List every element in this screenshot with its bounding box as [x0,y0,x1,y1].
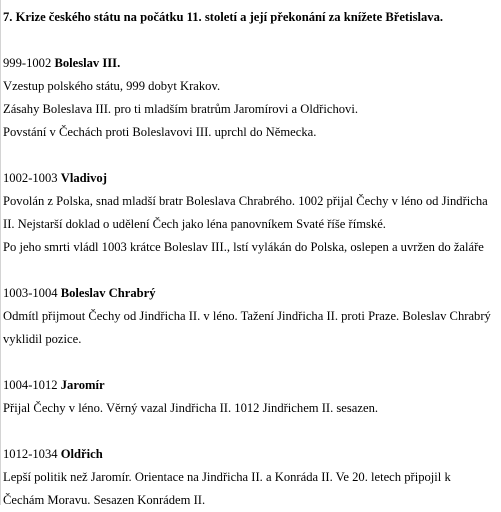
section-years: 999-1002 [3,56,52,70]
text-line: Povolán z Polska, snad mladší bratr Boleslava Chrabrého. 1002 přijal Čechy v léno od Jindřicha [3,194,488,208]
section-years: 1002-1003 [3,171,58,185]
ruler-name: Vladivoj [60,171,107,185]
text-line: Lepší politik než Jaromír. Orientace na Jindřicha II. a Konráda II. Ve 20. letech připojil k [3,470,451,484]
text-line: II. Nejstarší doklad o udělení Čech jako léna panovníkem Svaté říše římské. [3,217,386,231]
text-line: Povstání v Čechách proti Boleslavovi III. uprchl do Německa. [3,125,317,139]
section-boleslav-iii [3,52,499,144]
section-years: 1003-1004 [3,286,58,300]
text-line: Čechám Moravu. Sesazen Konrádem II. [3,493,206,507]
text-line: Přijal Čechy v léno. Věrný vazal Jindřicha II. 1012 Jindřichem II. sesazen. [3,401,379,415]
ruler-name: Boleslav III. [54,56,121,70]
text-line: Po jeho smrti vládl 1003 krátce Boleslav III., lstí vylákán do Polska, oslepen a uvržen do žaláře [3,240,484,254]
ruler-name: Oldřich [60,447,103,461]
section-title [3,443,499,466]
ruler-name: Boleslav Chrabrý [60,286,156,300]
ruler-name: Jaromír [60,378,105,392]
section-title [3,52,499,75]
document-body [3,6,499,512]
section-title [3,282,499,305]
section-vladivoj [3,167,499,259]
text-line: vyklidil pozice. [3,332,82,346]
text-line: Zásahy Boleslava III. pro ti mladším bratrům Jaromírovi a Oldřichovi. [3,102,358,116]
section-title [3,374,499,397]
text-line: Vzestup polského státu, 999 dobyt Krakov. [3,79,221,93]
text-line: Odmítl přijmout Čechy od Jindřicha II. v léno. Tažení Jindřicha II. proti Praze. Boleslav Chrabrý [3,309,491,323]
page-margin-line [0,0,1,505]
section-jaromir [3,374,499,420]
section-boleslav-chrabry [3,282,499,351]
section-years: 1012-1034 [3,447,58,461]
section-title [3,167,499,190]
section-oldrich [3,443,499,512]
section-years: 1004-1012 [3,378,58,392]
document-heading: 7. Krize českého státu na počátku 11. století a její překonání za knížete Břetislava. [3,10,444,24]
